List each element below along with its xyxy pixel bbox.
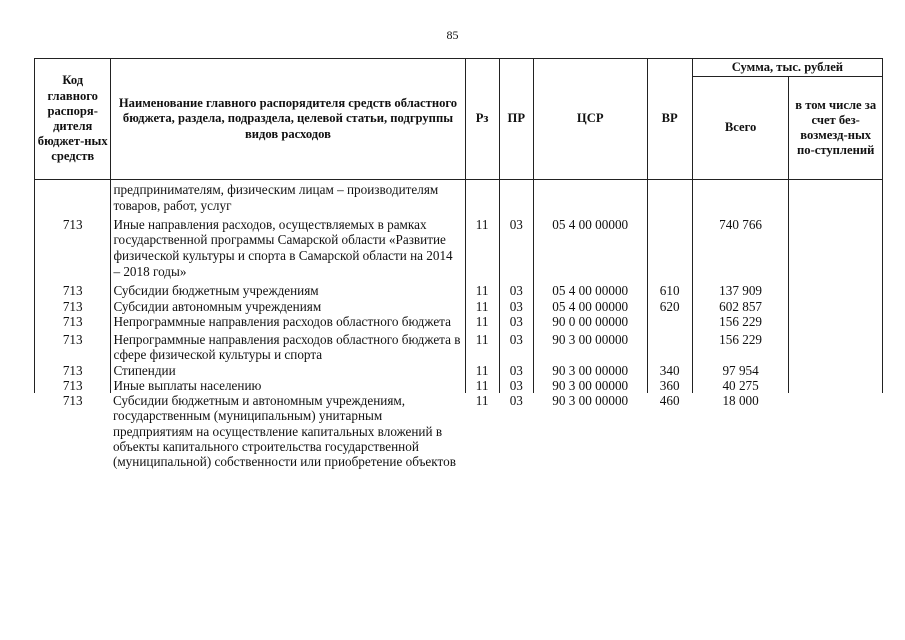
cell-pr: 03 xyxy=(509,393,523,409)
cell-gratis xyxy=(789,378,883,393)
cell-csr: 05 4 00 00000 xyxy=(533,214,647,280)
cell-pr xyxy=(499,180,533,214)
cell-total: 156 229 xyxy=(692,314,789,329)
cell-pr: 03 xyxy=(499,329,533,364)
cell-vr: 460 xyxy=(659,393,680,409)
cell-code: 713 xyxy=(35,363,111,378)
header-rz: Рз xyxy=(465,59,499,180)
cell-csr: 90 3 00 00000 xyxy=(552,393,629,409)
cell-csr xyxy=(533,180,647,214)
cell-gratis xyxy=(789,214,883,280)
cell-gratis xyxy=(789,329,883,364)
table-row xyxy=(35,363,883,378)
cell-total: 97 954 xyxy=(692,363,789,378)
cell-rz: 11 xyxy=(465,329,499,364)
cell-rz: 11 xyxy=(465,314,499,329)
cell-rz: 11 xyxy=(465,214,499,280)
cell-total: 18 000 xyxy=(722,393,759,409)
table-row xyxy=(35,180,883,214)
cell-rz: 11 xyxy=(475,393,489,409)
cell-rz: 11 xyxy=(465,299,499,314)
cell-code: 713 xyxy=(35,314,111,329)
cell-total: 602 857 xyxy=(692,299,789,314)
cell-gratis xyxy=(789,280,883,299)
cell-total: 740 766 xyxy=(692,214,789,280)
cell-pr: 03 xyxy=(499,299,533,314)
cell-gratis xyxy=(789,180,883,214)
cell-code: 713 xyxy=(35,299,111,314)
cell-code: 713 xyxy=(35,378,111,393)
cell-vr: 620 xyxy=(647,299,692,314)
cell-name: Непрограммные направления расходов областного бюджета в сфере физической культуры и спорта xyxy=(111,329,465,364)
budget-table xyxy=(34,58,883,470)
cell-vr xyxy=(647,314,692,329)
table-row xyxy=(35,280,883,299)
cell-code xyxy=(35,180,111,214)
table-row xyxy=(35,329,883,364)
cell-vr xyxy=(647,214,692,280)
cell-rz: 11 xyxy=(465,280,499,299)
header-csr: ЦСР xyxy=(533,59,647,180)
cell-code: 713 xyxy=(35,280,111,299)
cell-code: 713 xyxy=(35,329,111,364)
cell-vr: 610 xyxy=(647,280,692,299)
table-row xyxy=(35,393,883,469)
header-sum-group: Сумма, тыс. рублей xyxy=(692,59,882,77)
cell-pr: 03 xyxy=(499,280,533,299)
table-header xyxy=(35,59,883,180)
cell-rz: 11 xyxy=(465,363,499,378)
cell-name: Субсидии автономным учреждениям xyxy=(111,299,465,314)
cell-csr: 90 3 00 00000 xyxy=(533,378,647,393)
cell-csr: 05 4 00 00000 xyxy=(533,299,647,314)
cell-pr: 03 xyxy=(499,214,533,280)
cell-vr: 340 xyxy=(647,363,692,378)
header-name: Наименование главного распорядителя средств областного бюджета, раздела, подраздела, целевой статьи, подгруппы видов расходов xyxy=(111,59,465,180)
cell-name: Иные выплаты населению xyxy=(111,378,465,393)
cell-total: 40 275 xyxy=(692,378,789,393)
cell-vr xyxy=(647,180,692,214)
cell-vr xyxy=(647,329,692,364)
cell-vr: 360 xyxy=(647,378,692,393)
cell-gratis xyxy=(789,299,883,314)
cell-pr: 03 xyxy=(499,314,533,329)
header-total: Всего xyxy=(692,77,789,180)
cell-gratis xyxy=(789,393,883,469)
cell-name: Субсидии бюджетным учреждениям xyxy=(111,280,465,299)
cell-code: 713 xyxy=(62,393,83,409)
cell-total: 137 909 xyxy=(692,280,789,299)
cell-code: 713 xyxy=(35,214,111,280)
table-row xyxy=(35,299,883,314)
table-row xyxy=(35,314,883,329)
page-number: 85 xyxy=(446,28,459,42)
cell-pr: 03 xyxy=(499,363,533,378)
cell-name: предпринимателям, физическим лицам – производителям товаров, работ, услуг xyxy=(111,180,465,214)
cell-total xyxy=(692,180,789,214)
cell-name: Стипендии xyxy=(111,363,465,378)
cell-total: 156 229 xyxy=(692,329,789,364)
cell-name: Иные направления расходов, осуществляемых в рамках государственной программы Самарской области «Развитие физической культуры и спорта в Самарской области на 2014 – 2018 годы» xyxy=(111,214,465,280)
cell-csr: 90 0 00 00000 xyxy=(533,314,647,329)
cell-pr: 03 xyxy=(499,378,533,393)
cell-csr: 90 3 00 00000 xyxy=(533,363,647,378)
cell-csr: 90 3 00 00000 xyxy=(533,329,647,364)
cell-name: Субсидии бюджетным и автономным учреждениям, государственным (муниципальным) унитарным предприятиям на осуществление капитальных вложений в объекты капитального строительства государственной (муниципальной) собственности или приобретение объектов xyxy=(112,393,456,470)
table-row xyxy=(35,378,883,393)
header-pr: ПР xyxy=(499,59,533,180)
cell-gratis xyxy=(789,314,883,329)
cell-csr: 05 4 00 00000 xyxy=(533,280,647,299)
table-body xyxy=(35,180,883,470)
cell-rz xyxy=(465,180,499,214)
cell-gratis xyxy=(789,363,883,378)
header-code: Код главного распоря-дителя бюджет-ных средств xyxy=(35,59,111,180)
table-row xyxy=(35,214,883,280)
cell-rz: 11 xyxy=(465,378,499,393)
header-gratis: в том числе за счет без-возмезд-ных по-ступлений xyxy=(789,77,883,180)
cell-name: Непрограммные направления расходов областного бюджета xyxy=(111,314,465,329)
header-vr: ВР xyxy=(647,59,692,180)
